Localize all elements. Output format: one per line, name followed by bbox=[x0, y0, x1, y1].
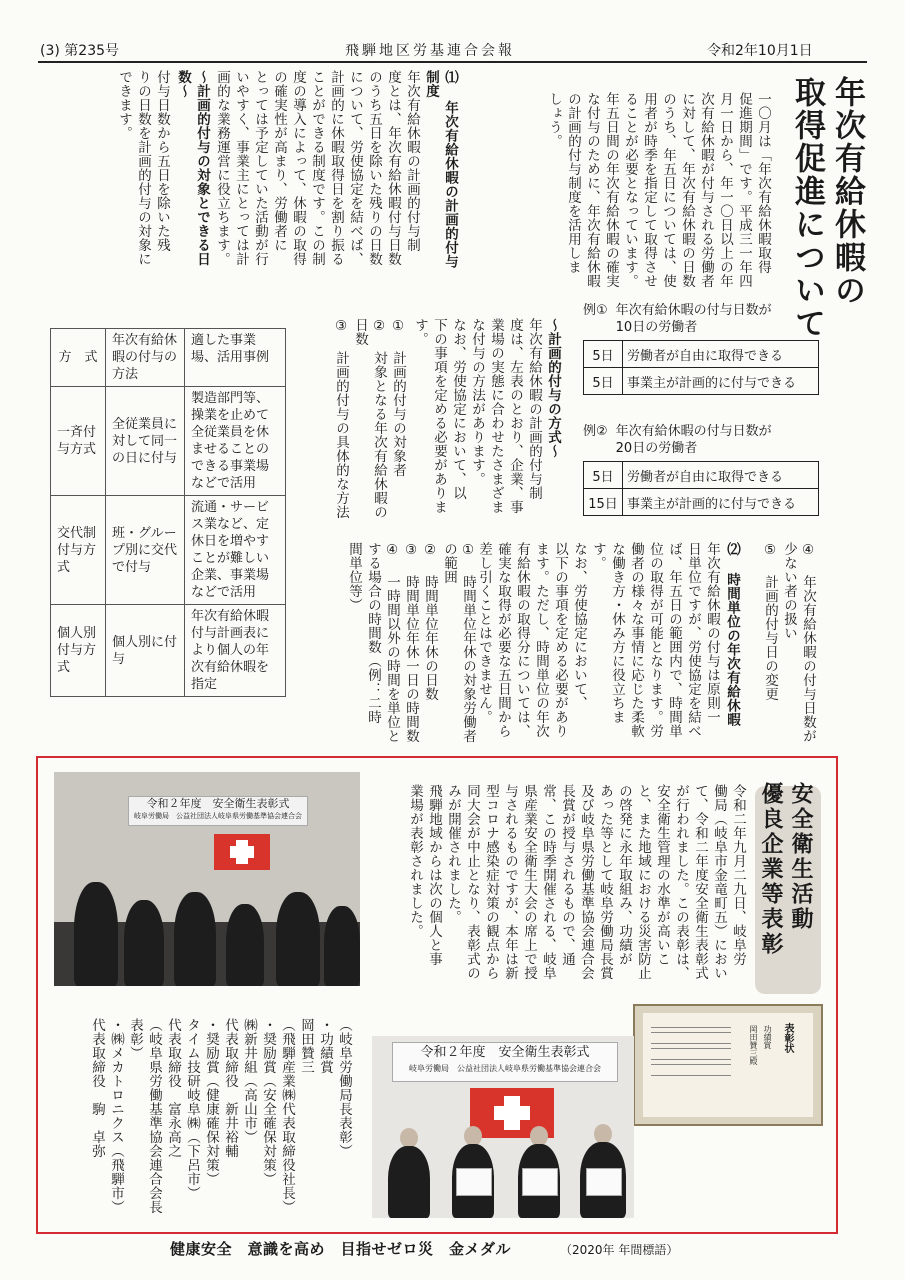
table-cell-examples: 製造部門等、 操業を止めて 全従業員を休 ませることの できる事業場 などで活用 bbox=[185, 387, 286, 496]
example-2 bbox=[583, 423, 821, 516]
award-article-title: 安全衛生活動 優良企業等表彰 bbox=[758, 782, 813, 957]
attendee bbox=[74, 882, 118, 986]
example-1-text-free: 労働者が自由に取得できる bbox=[623, 341, 819, 368]
certificate-award: 功績賞 bbox=[763, 1025, 772, 1049]
example-2-days-free: 5日 bbox=[584, 462, 623, 489]
header-rule bbox=[38, 61, 867, 63]
table-header-examples: 適した事業 場、活用事例 bbox=[185, 329, 286, 387]
photo-banner-title: 令和２年度 安全衛生表彰式 bbox=[146, 797, 290, 810]
table-cell-examples: 年次有給休暇 付与計画表に より個人の年 次有給休暇を 指定 bbox=[185, 605, 286, 697]
table-row bbox=[51, 387, 286, 496]
example-2-days-plan: 15日 bbox=[584, 489, 623, 516]
table-cell-method: 個人別 付与方 式 bbox=[51, 605, 106, 697]
footer-slogan: 健康安全 意識を高め 目指せゼロ災 金メダル bbox=[170, 1240, 512, 1258]
example-1-label: 例① bbox=[583, 303, 608, 318]
example-1-text-plan: 事業主が計画的に付与できる bbox=[623, 368, 819, 395]
section3-items: ④ 年次有給休暇の付与日数が 少ない者の扱い ⑤ 計画的付与日の変更 bbox=[762, 542, 816, 743]
awardees-banner-sub: 岐阜労働局 公益社団法人岐阜県労働基準協会連合会 bbox=[409, 1064, 601, 1073]
section4-body: 年次有給休暇の付与は原則一 日単位ですが、労使協定を結べ ば、年五日の範囲内で、時間単 位の取得が可能となります。労 働者の様々な事情に応じた柔軟 な働き方・休み方に役立ちま す。 なお、労使協定において、 以下の事項を定める必要があり ます。ただし、時間単位の年次 有給休暇の取得分については、 確実な取得が必要な五日間から 差し引くことはできません。 bbox=[476, 542, 720, 738]
example-2-label: 例② bbox=[583, 424, 608, 439]
footer-note: （2020年 年間標語） bbox=[560, 1243, 679, 1257]
section2-items: ① 計画的付与の対象者 ② 対象となる年次有給休暇の 日数 ③ 計画的付与の具体的な方法 bbox=[333, 318, 406, 519]
award-recipients: （岐阜労働局長表彰） ・功績賞 岡田贊三 （飛騨産業㈱代表取締役社長） ・奨励賞（安全確保対策） ㈱新井組（高山市） 代表取締役 新井裕輔 ・奨励賞（健康確保対策） タイム技研岐阜㈱（下呂市） 代表取締役 富永高之 （岐阜県労働基準協会連合会長 表彰） ・㈱メカトロニクス（飛騨市） 代表取締役 駒 卓弥 bbox=[89, 1018, 352, 1214]
attendee bbox=[226, 904, 264, 986]
newsletter-title: 飛騨地区労基連合会報 bbox=[345, 43, 515, 59]
table-cell-method: 交代制 付与方 式 bbox=[51, 496, 106, 605]
table-cell-method: 一斉付 与方式 bbox=[51, 387, 106, 496]
section4-heading: ⑵ 時間単位の年次有給休暇 bbox=[724, 542, 740, 727]
example-2-table bbox=[583, 461, 819, 516]
example-2-text-plan: 事業主が計画的に付与できる bbox=[623, 489, 819, 516]
example-1 bbox=[583, 302, 821, 395]
example-1-table bbox=[583, 340, 819, 395]
table-header-method: 方 式 bbox=[51, 329, 106, 387]
issue-date: 令和2年10月1日 bbox=[707, 43, 813, 59]
section1-body: 年次有給休暇の計画的付与制 度とは、年次有給休暇付与日数 のうち五日を除いた残りの日数 について、労使協定を結べば、 計画的に休暇取得日を割り振る ことができる制度です。この制 度の導入によって、休暇の取得 の確実性が高まり、労働者に とっては予定していた活動が行 いやすく、事業主にとっては計 画的な業務運営に役立ちます。 bbox=[214, 70, 420, 266]
example-1-days-free: 5日 bbox=[584, 341, 623, 368]
awardees-banner-title: 令和２年度 安全衛生表彰式 bbox=[420, 1045, 590, 1060]
article-intro: 一〇月は「年次有給休暇取得 促進期間」です。平成三一年四 月一日から、年一〇日以上の年 次有給休暇が付与される労働者 に対して、年次有給休暇の日数 のうち、年五日については、使 用者が時季を指定して取得させ ることが必要となっています。 年五日間の年次有給休暇の確実 な付与のために、年次有給休暇 の計画的付与制度を活用しま しょう。 bbox=[546, 92, 771, 288]
table-cell-grant: 班・グルー プ別に交代 で付与 bbox=[106, 496, 185, 605]
certificate-paper bbox=[643, 1013, 813, 1117]
section1-sub-body: 付与日数から五日を除いた残 りの日数を計画的付与の対象に できます。 bbox=[116, 70, 170, 266]
table-header-grant: 年次有給休 暇の付与の 方法 bbox=[106, 329, 185, 387]
award-article-body: 令和二年九月二九日、岐阜労 働局（岐阜市金竜町五）におい て、令和二年度安全衛生表彰式 が行われました。この表彰は、 安全衛生管理の水準が高いこ と、また地域における災害防止 の啓発に永年取組み、功績が あった等として岐阜労働局長賞 及び岐阜県労働基準協会連合会 長賞が授与されるもので、通 常、この時季開催される、岐阜 県産業安全衛生大会の席上で授 与されるものですが、本年は新 型コロナ感染症対策の観点から 同大会が中止となり、表彰式の みが開催されました。 飛騨地域からは次の個人と事 業場が表彰されました。 bbox=[407, 784, 746, 980]
section2-body: 年次有給休暇の計画的付与制 度は、左表のとおり、企業、事 業場の実態に合わせたさまざま な付与の方法があります。 なお、労使協定において、以 下の事項を定める必要がありま す。 bbox=[412, 318, 542, 514]
table-cell-examples: 流通・サービ ス業など、定 休日を増やす ことが難しい 企業、事業場 などで活用 bbox=[185, 496, 286, 605]
table-row bbox=[51, 496, 286, 605]
certificate-title: 表彰状 bbox=[782, 1023, 793, 1053]
attendee bbox=[324, 906, 360, 986]
awardee bbox=[388, 1146, 430, 1218]
example-1-desc: 年次有給休暇の付与日数が 10日の労働者 bbox=[615, 303, 772, 335]
table-row bbox=[51, 605, 286, 697]
attendee bbox=[124, 900, 164, 986]
certificate-photo bbox=[633, 1004, 823, 1126]
section2-subheading: ～計画的付与の方式～ bbox=[545, 318, 561, 458]
example-2-text-free: 労働者が自由に取得できる bbox=[623, 462, 819, 489]
example-2-desc: 年次有給休暇の付与日数が 20日の労働者 bbox=[615, 424, 772, 456]
attendee bbox=[174, 892, 216, 986]
red-cross-emblem bbox=[214, 834, 270, 870]
table-cell-grant: 全従業員に 対して同一 の日に付与 bbox=[106, 387, 185, 496]
awardees-photo bbox=[372, 1036, 634, 1218]
example-1-days-plan: 5日 bbox=[584, 368, 623, 395]
ceremony-photo bbox=[54, 772, 360, 986]
photo-banner-sub: 岐阜労働局 公益社団法人岐阜県労働基準協会連合会 bbox=[134, 812, 302, 820]
attendee bbox=[276, 892, 320, 986]
article-title: 年次有給休暇の 取得促進について bbox=[789, 76, 865, 340]
photo-banner bbox=[128, 796, 308, 826]
section4-items: ① 時間単位年休の対象労働者 の範囲 ② 時間単位年休の日数 ③ 時間単位年休一日の時間数 ④ 一時間以外の時間を単位と する場合の時間数（例：二時 間単位等） bbox=[346, 542, 476, 743]
certificate-name: 岡田贊三殿 bbox=[749, 1025, 758, 1065]
issue-number: (3) 第235号 bbox=[40, 43, 120, 59]
methods-table bbox=[50, 328, 286, 697]
section1-subheading: ～計画的付与の対象とできる日 数～ bbox=[175, 70, 210, 266]
awardees-banner bbox=[392, 1042, 618, 1082]
section1-heading: ⑴ 年次有給休暇の計画的付与 制度 bbox=[423, 70, 458, 269]
table-cell-grant: 個人別に付 与 bbox=[106, 605, 185, 697]
